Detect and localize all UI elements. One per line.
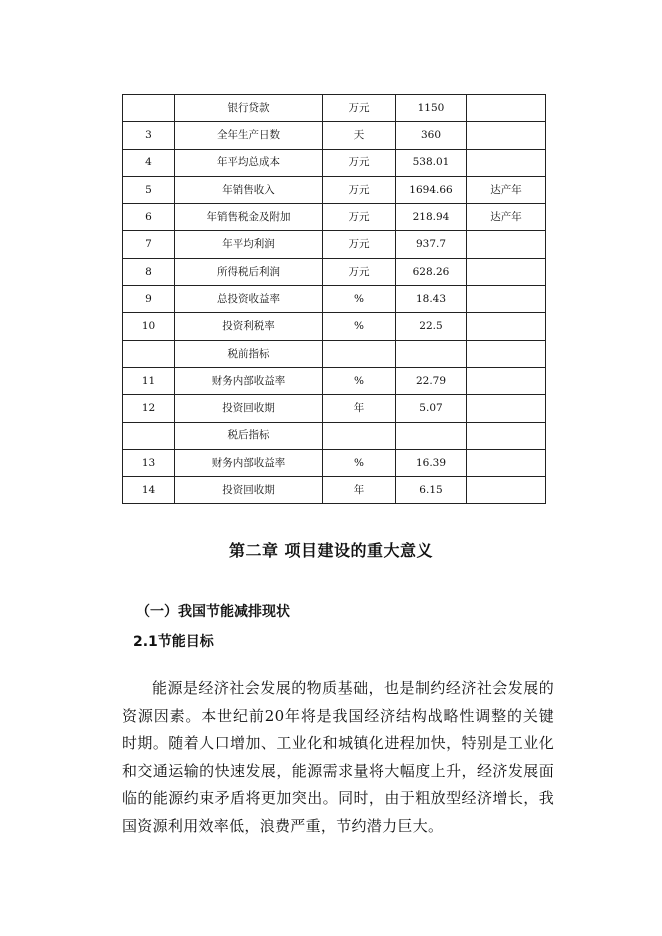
row-name: 全年生产日数 — [175, 122, 323, 149]
row-value: 6.15 — [396, 477, 467, 504]
table-row — [123, 395, 546, 422]
row-index: 5 — [123, 176, 175, 203]
table-row — [123, 149, 546, 176]
row-value: 360 — [396, 122, 467, 149]
row-note — [467, 95, 546, 122]
row-index: 11 — [123, 367, 175, 394]
row-unit: 万元 — [323, 95, 396, 122]
table-row — [123, 204, 546, 231]
table-row — [123, 122, 546, 149]
table-row — [123, 286, 546, 313]
row-value: 1694.66 — [396, 176, 467, 203]
chapter-title: 第二章 项目建设的重大意义 — [228, 541, 434, 560]
row-note — [467, 477, 546, 504]
row-unit: 天 — [323, 122, 396, 149]
row-unit: 万元 — [323, 258, 396, 285]
row-note — [467, 313, 546, 340]
table-row — [123, 231, 546, 258]
row-unit: 万元 — [323, 176, 396, 203]
row-value: 538.01 — [396, 149, 467, 176]
row-note — [467, 367, 546, 394]
row-unit — [323, 340, 396, 367]
row-name: 投资利税率 — [175, 313, 323, 340]
row-unit: % — [323, 449, 396, 476]
row-index: 8 — [123, 258, 175, 285]
row-unit: % — [323, 367, 396, 394]
section-heading: （一）我国节能减排现状 — [136, 604, 290, 620]
row-index — [123, 340, 175, 367]
row-index: 14 — [123, 477, 175, 504]
row-name: 税前指标 — [175, 340, 323, 367]
row-note — [467, 449, 546, 476]
body-paragraph: 能源是经济社会发展的物质基础，也是制约经济社会发展的资源因素。本世纪前20年将是我国经济结构战略性调整的关键时期。随着人口增加、工业化和城镇化进程加快，特别是工业化和交通运输的快速发展，能源需求量将大幅度上升，经济发展面临的能源约束矛盾将更加突出。同时，由于粗放型经济增长，我国资源利用效率低，浪费严重，节约潜力巨大。 — [122, 679, 554, 835]
row-name: 财务内部收益率 — [175, 449, 323, 476]
table-row — [123, 449, 546, 476]
row-index: 10 — [123, 313, 175, 340]
row-name: 财务内部收益率 — [175, 367, 323, 394]
row-note — [467, 122, 546, 149]
row-name: 所得税后利润 — [175, 258, 323, 285]
row-unit: 万元 — [323, 204, 396, 231]
row-note — [467, 231, 546, 258]
row-index: 13 — [123, 449, 175, 476]
row-index: 3 — [123, 122, 175, 149]
table-row — [123, 313, 546, 340]
row-unit: 年 — [323, 477, 396, 504]
row-name: 年平均总成本 — [175, 149, 323, 176]
row-name: 总投资收益率 — [175, 286, 323, 313]
row-name: 年销售税金及附加 — [175, 204, 323, 231]
table-row — [123, 258, 546, 285]
table-row — [123, 95, 546, 122]
row-name: 投资回收期 — [175, 395, 323, 422]
row-unit: 年 — [323, 395, 396, 422]
row-value: 22.5 — [396, 313, 467, 340]
row-unit — [323, 422, 396, 449]
row-note — [467, 286, 546, 313]
row-name: 年平均利润 — [175, 231, 323, 258]
row-note — [467, 422, 546, 449]
row-index: 6 — [123, 204, 175, 231]
row-index: 7 — [123, 231, 175, 258]
row-value: 18.43 — [396, 286, 467, 313]
row-unit: 万元 — [323, 231, 396, 258]
row-name: 投资回收期 — [175, 477, 323, 504]
subsection-heading: 2.1节能目标 — [133, 634, 214, 650]
row-note: 达产年 — [467, 176, 546, 203]
row-value — [396, 422, 467, 449]
row-index — [123, 422, 175, 449]
table-row — [123, 340, 546, 367]
row-note — [467, 395, 546, 422]
table-row — [123, 422, 546, 449]
row-name: 税后指标 — [175, 422, 323, 449]
row-value: 218.94 — [396, 204, 467, 231]
row-name: 银行贷款 — [175, 95, 323, 122]
row-value: 5.07 — [396, 395, 467, 422]
row-note — [467, 258, 546, 285]
row-index: 12 — [123, 395, 175, 422]
row-unit: % — [323, 286, 396, 313]
row-unit: % — [323, 313, 396, 340]
row-note: 达产年 — [467, 204, 546, 231]
row-note — [467, 340, 546, 367]
table-row — [123, 477, 546, 504]
row-value: 937.7 — [396, 231, 467, 258]
indicator-table — [122, 94, 546, 504]
row-unit: 万元 — [323, 149, 396, 176]
table-row — [123, 367, 546, 394]
table-row — [123, 176, 546, 203]
row-name: 年销售收入 — [175, 176, 323, 203]
row-index — [123, 95, 175, 122]
row-value: 16.39 — [396, 449, 467, 476]
row-value: 22.79 — [396, 367, 467, 394]
row-index: 4 — [123, 149, 175, 176]
row-index: 9 — [123, 286, 175, 313]
row-value: 628.26 — [396, 258, 467, 285]
row-value — [396, 340, 467, 367]
row-value: 1150 — [396, 95, 467, 122]
row-note — [467, 149, 546, 176]
